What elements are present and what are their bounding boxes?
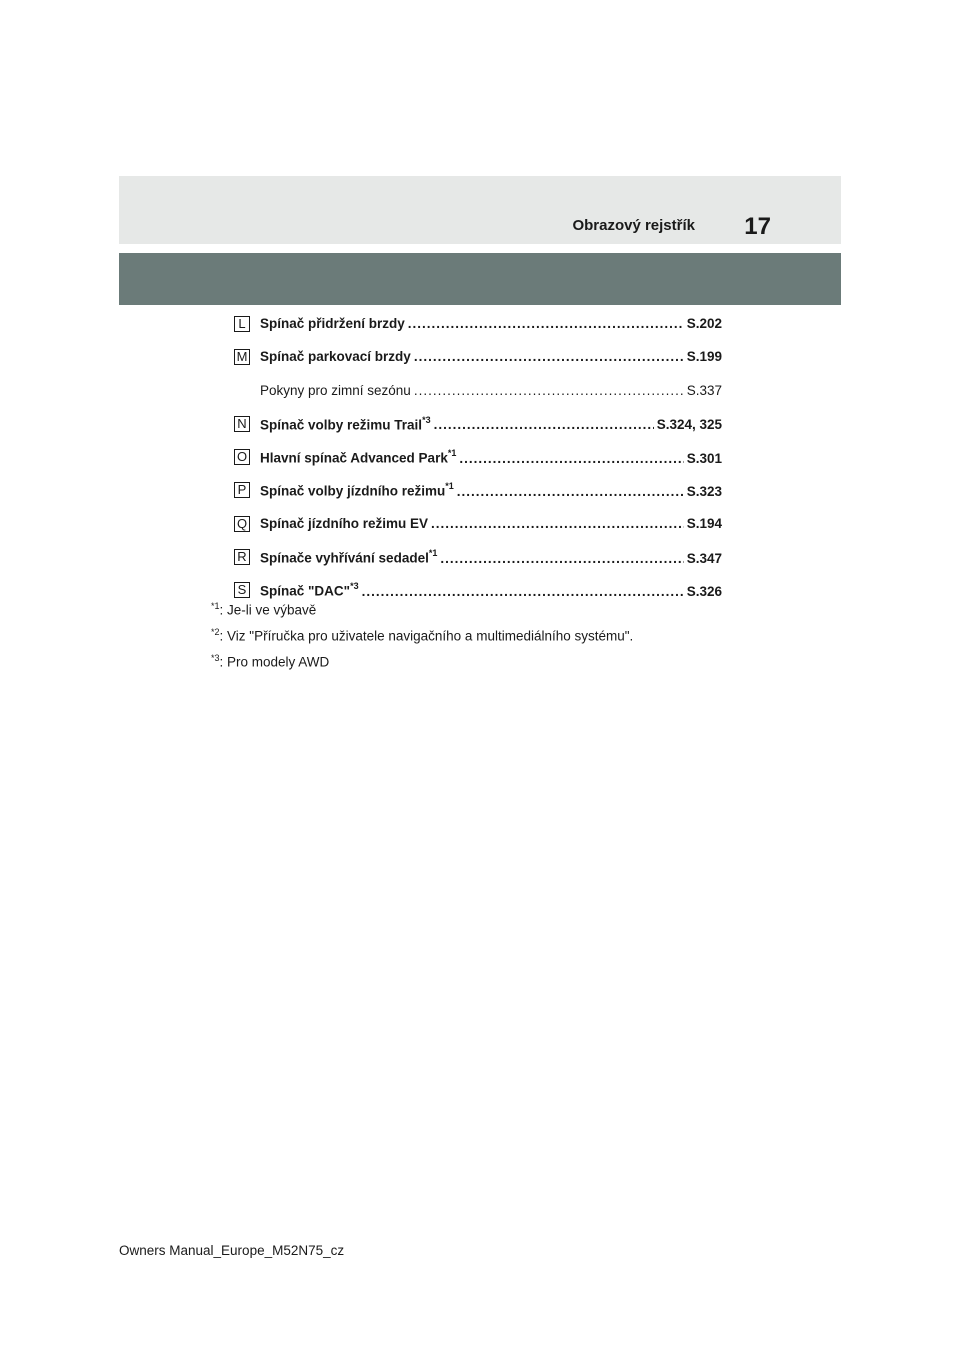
entry-label: Spínač volby jízdního režimu$^{*1}$ xyxy=(260,481,454,499)
entry-label: Spínač parkovací brzdy xyxy=(260,349,411,365)
footnotes xyxy=(211,601,633,679)
index-entry[interactable] xyxy=(234,479,722,512)
dot-leader xyxy=(457,484,684,499)
dot-leader xyxy=(434,417,654,432)
footnote-marker: *3 xyxy=(350,581,359,592)
index-entry[interactable] xyxy=(234,546,722,579)
dot-leader xyxy=(408,316,684,331)
index-sub-entry[interactable] xyxy=(234,380,722,413)
footnote-marker: *3 xyxy=(422,414,431,425)
dot-leader xyxy=(414,349,684,364)
footnote-text: : Je-li ve výbavě xyxy=(219,602,317,618)
page-reference[interactable]: S.347 xyxy=(686,550,722,566)
entry-letter-box: R xyxy=(234,549,250,565)
entry-label: Spínač volby režimu Trail$^{*3}$ xyxy=(260,414,431,433)
entry-label: Spínač jízdního režimu EV xyxy=(260,515,429,531)
index-entry[interactable] xyxy=(234,313,722,346)
index-entry[interactable] xyxy=(234,513,722,546)
page-reference[interactable]: S.337 xyxy=(686,382,722,398)
entry-label: Hlavní spínač Advanced Park$^{*1}$ xyxy=(260,448,457,466)
entry-letter-box: N xyxy=(234,416,250,432)
footnote-text: : Viz "Příručka pro uživatele navigačního a multimediálního systému". xyxy=(219,628,634,644)
index-entry[interactable] xyxy=(234,446,722,479)
dot-leader xyxy=(431,516,684,531)
page-reference[interactable]: S.199 xyxy=(686,349,722,365)
footnote-mark: *2 xyxy=(211,627,220,637)
footnote-marker: *1 xyxy=(447,448,457,459)
entry-label: Spínač "DAC"$^{*3}$ xyxy=(260,581,359,599)
entry-letter-box: P xyxy=(234,482,250,498)
page-reference[interactable]: S.301 xyxy=(686,450,722,466)
page-footer: Owners Manual_Europe_M52N75_cz xyxy=(119,1243,345,1258)
entry-letter-box: Q xyxy=(234,516,250,532)
entry-letter-box: O xyxy=(234,449,250,465)
page-reference[interactable]: S.194 xyxy=(686,515,722,531)
dot-leader xyxy=(459,451,683,466)
entry-label: Spínače vyhřívání sedadel$^{*1}$ xyxy=(260,548,438,566)
page-reference[interactable]: S.202 xyxy=(686,316,722,331)
page-number: 17 xyxy=(744,213,771,240)
footnote-mark: *3 xyxy=(211,653,220,663)
page-reference[interactable]: S.324, 325 xyxy=(656,417,722,433)
footnote xyxy=(211,653,633,679)
dot-leader xyxy=(440,551,683,566)
footnote-mark: *1 xyxy=(211,601,220,611)
index-entry[interactable] xyxy=(234,346,722,379)
footnote-marker: *1 xyxy=(445,481,454,492)
page-reference[interactable]: S.323 xyxy=(686,483,722,499)
section-title: Obrazový rejstřík xyxy=(572,217,695,234)
dot-leader xyxy=(362,584,684,599)
entry-letter-box: M xyxy=(234,349,250,365)
section-band xyxy=(119,253,841,305)
entry-label: Spínač přidržení brzdy xyxy=(260,316,405,331)
entry-letter-box: S xyxy=(234,582,250,598)
footnote-text: : Pro modely AWD xyxy=(219,654,330,670)
index-entries xyxy=(234,313,722,613)
entry-letter-box: L xyxy=(234,316,250,332)
dot-leader xyxy=(414,383,684,398)
header-band xyxy=(119,176,841,244)
footnote xyxy=(211,627,633,653)
footnote xyxy=(211,601,633,627)
page-reference[interactable]: S.326 xyxy=(686,583,722,599)
index-entry[interactable] xyxy=(234,413,722,446)
entry-label: Pokyny pro zimní sezónu xyxy=(260,382,411,398)
footnote-marker: *1 xyxy=(428,548,438,559)
